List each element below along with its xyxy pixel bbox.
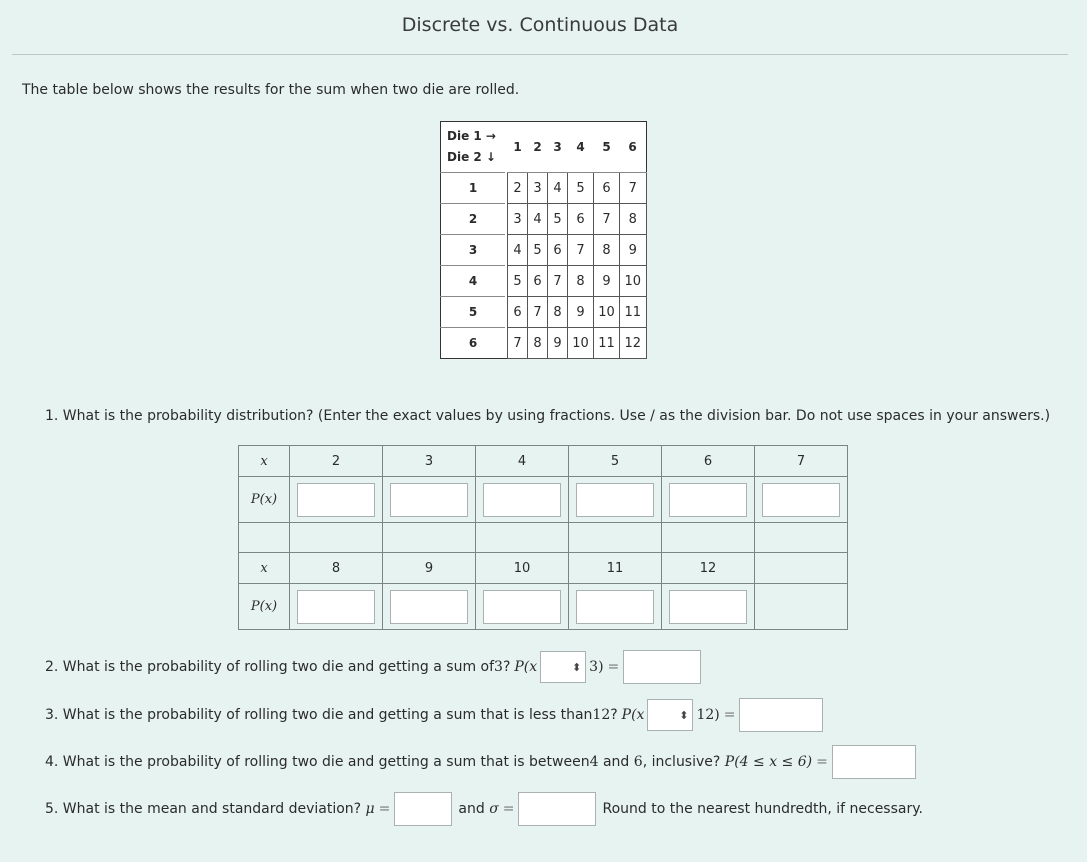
p-input-8[interactable] <box>297 590 375 624</box>
sum-cell: 5 <box>548 204 568 235</box>
p-input-11[interactable] <box>576 590 654 624</box>
table-row <box>441 297 647 328</box>
px-label: P(x) <box>239 477 290 523</box>
col-header: 2 <box>528 122 548 173</box>
sum-cell: 6 <box>568 204 594 235</box>
table-row <box>441 266 647 297</box>
x-value: 2 <box>290 446 383 477</box>
sum-cell: 7 <box>548 266 568 297</box>
p-input-10[interactable] <box>483 590 561 624</box>
sum-cell: 7 <box>620 173 647 204</box>
p-input-3[interactable] <box>390 483 468 517</box>
die2-label: Die 2 ↓ <box>447 150 496 164</box>
up-down-arrows-icon: ⬍ <box>679 708 689 722</box>
sum-cell: 2 <box>508 173 528 204</box>
probability-distribution-table <box>238 445 848 630</box>
question-4-text: 4. What is the probability of rolling two die and getting a sum that is between <box>45 754 590 770</box>
row-header: 4 <box>441 266 506 297</box>
sum-cell: 8 <box>528 328 548 359</box>
table-row <box>239 584 848 630</box>
question-2-close: 3) <box>589 659 604 675</box>
col-header: 4 <box>568 122 594 173</box>
x-label: x <box>239 446 290 477</box>
sum-cell: 10 <box>568 328 594 359</box>
question-5 <box>45 792 923 826</box>
sum-cell: 3 <box>508 204 528 235</box>
round-note: Round to the nearest hundredth, if necessary. <box>602 801 923 817</box>
title-divider <box>12 54 1068 55</box>
question-3-number: 12 <box>592 707 611 723</box>
sum-cell: 12 <box>620 328 647 359</box>
comparison-select-q2[interactable] <box>540 651 586 683</box>
question-2-number: 3 <box>494 659 503 675</box>
mean-input[interactable] <box>394 792 452 826</box>
answer-input-q3[interactable] <box>739 698 823 732</box>
row-header: 6 <box>441 328 506 359</box>
sum-cell: 5 <box>508 266 528 297</box>
dice-corner-header <box>441 122 506 173</box>
sum-cell: 7 <box>568 235 594 266</box>
sum-cell: 8 <box>548 297 568 328</box>
sigma-symbol: σ <box>489 801 499 817</box>
x-value: 9 <box>383 553 476 584</box>
x-value: 4 <box>476 446 569 477</box>
equals-sign: = <box>502 801 515 817</box>
answer-input-q2[interactable] <box>623 650 701 684</box>
p-input-9[interactable] <box>390 590 468 624</box>
x-value: 5 <box>569 446 662 477</box>
table-row <box>441 173 647 204</box>
answer-input-q4[interactable] <box>832 745 916 779</box>
px-label: P(x) <box>239 584 290 630</box>
col-header: 6 <box>620 122 647 173</box>
table-row <box>239 553 848 584</box>
comparison-select-q3[interactable] <box>647 699 693 731</box>
p-input-2[interactable] <box>297 483 375 517</box>
p-input-6[interactable] <box>669 483 747 517</box>
equals-sign: = <box>607 659 620 675</box>
table-row <box>441 328 647 359</box>
sum-cell: 6 <box>508 297 528 328</box>
sum-cell: 7 <box>528 297 548 328</box>
sum-cell: 8 <box>620 204 647 235</box>
question-4-b: 6 <box>633 754 643 770</box>
x-value: 6 <box>662 446 755 477</box>
p-input-12[interactable] <box>669 590 747 624</box>
sum-cell: 4 <box>548 173 568 204</box>
equals-sign: = <box>378 801 391 817</box>
up-down-arrows-icon: ⬍ <box>571 660 582 674</box>
sum-cell: 9 <box>620 235 647 266</box>
sum-cell: 7 <box>594 204 620 235</box>
die1-label: Die 1 → <box>447 129 496 143</box>
sum-cell: 4 <box>508 235 528 266</box>
table-row <box>239 446 848 477</box>
table-row <box>239 477 848 523</box>
col-header: 1 <box>508 122 528 173</box>
question-2-p-open: P(x <box>514 659 538 675</box>
sum-cell: 9 <box>594 266 620 297</box>
question-4-and: and <box>598 754 634 770</box>
question-3: 3. What is the probability of rolling two die and getting a sum that is less than 12 ? P(x ⬍ 12) = <box>45 698 823 732</box>
sum-cell: 8 <box>568 266 594 297</box>
question-3-p-open: P(x <box>621 707 645 723</box>
question-2: 2. What is the probability of rolling two die and getting a sum of 3 ? P(x ⬍ 3) = <box>45 650 701 684</box>
question-3-close: 12) <box>696 707 720 723</box>
x-label: x <box>239 553 290 584</box>
sum-cell: 6 <box>528 266 548 297</box>
sum-cell: 11 <box>620 297 647 328</box>
p-input-5[interactable] <box>576 483 654 517</box>
sum-cell: 9 <box>568 297 594 328</box>
sum-cell: 5 <box>568 173 594 204</box>
sum-cell: 9 <box>548 328 568 359</box>
and-label: and <box>458 801 490 817</box>
question-4-tail: , inclusive? <box>642 754 725 770</box>
x-value: 3 <box>383 446 476 477</box>
p-input-4[interactable] <box>483 483 561 517</box>
equals-sign: = <box>816 754 828 770</box>
x-value: 11 <box>569 553 662 584</box>
sum-cell: 5 <box>528 235 548 266</box>
sum-cell: 11 <box>594 328 620 359</box>
col-header: 3 <box>548 122 568 173</box>
table-row <box>441 235 647 266</box>
table-row <box>441 204 647 235</box>
page-title: Discrete vs. Continuous Data <box>401 14 679 36</box>
question-2-text: 2. What is the probability of rolling two die and getting a sum of <box>45 659 495 675</box>
sum-cell: 6 <box>594 173 620 204</box>
x-value: 7 <box>755 446 848 477</box>
question-1-text: 1. What is the probability distribution? (Enter the exact values by using fractions. Use / as the division bar. Do not use spaces in your answers.) <box>45 408 1051 424</box>
question-4-a: 4 <box>589 754 599 770</box>
sum-cell: 10 <box>594 297 620 328</box>
equals-sign: = <box>723 707 736 723</box>
x-value: 8 <box>290 553 383 584</box>
question-5-text: 5. What is the mean and standard deviation? <box>45 801 366 817</box>
std-dev-input[interactable] <box>518 792 596 826</box>
p-input-7[interactable] <box>762 483 840 517</box>
sum-cell: 10 <box>620 266 647 297</box>
sum-cell: 7 <box>508 328 528 359</box>
intro-text: The table below shows the results for the sum when two die are rolled. <box>22 82 520 98</box>
row-header: 3 <box>441 235 506 266</box>
row-header: 1 <box>441 173 506 204</box>
question-3-text: 3. What is the probability of rolling two die and getting a sum that is less than <box>45 707 593 723</box>
row-header: 2 <box>441 204 506 235</box>
x-value: 10 <box>476 553 569 584</box>
row-header: 5 <box>441 297 506 328</box>
sum-cell: 3 <box>528 173 548 204</box>
dice-sum-table <box>440 121 647 359</box>
sum-cell: 6 <box>548 235 568 266</box>
question-4 <box>45 745 916 779</box>
table-row <box>239 523 848 553</box>
x-value: 12 <box>662 553 755 584</box>
sum-cell: 4 <box>528 204 548 235</box>
col-header: 5 <box>594 122 620 173</box>
question-4-expression: P(4 ≤ x ≤ 6) <box>724 754 813 770</box>
sum-cell: 8 <box>594 235 620 266</box>
mu-symbol: μ <box>365 801 375 817</box>
